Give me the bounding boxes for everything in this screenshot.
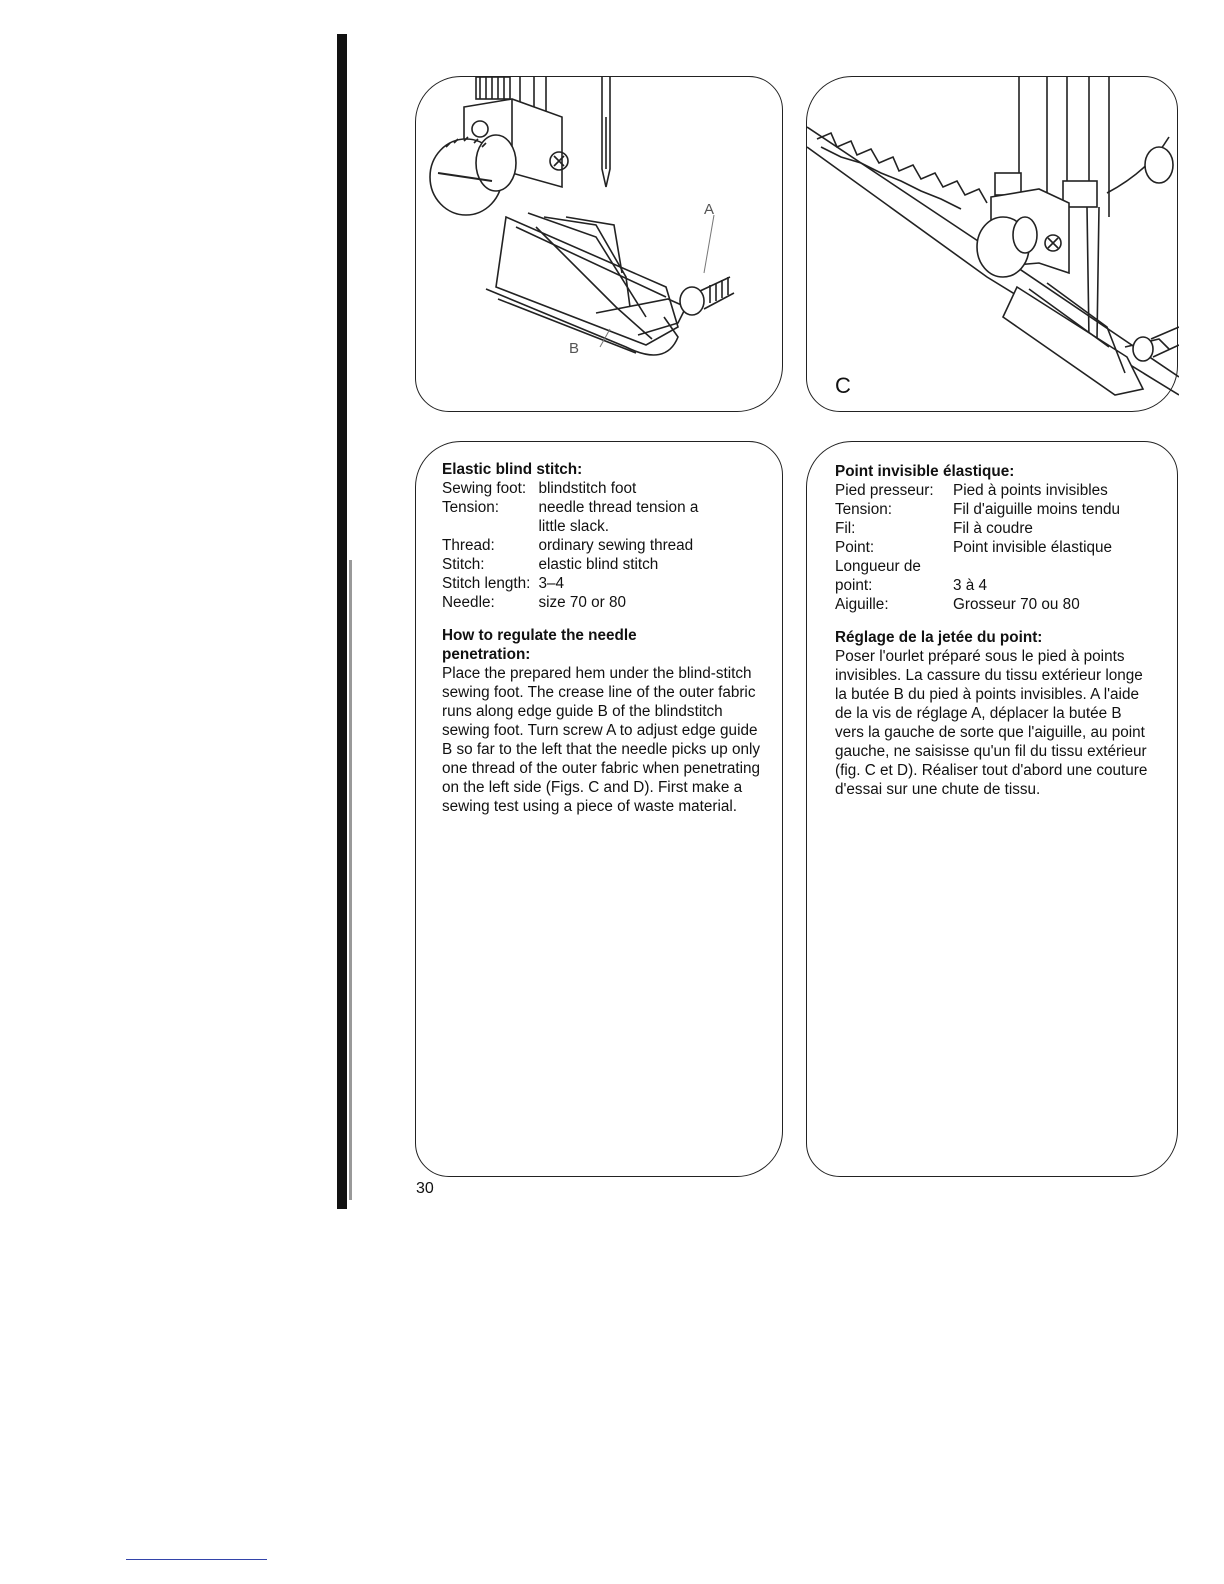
spec-value: elastic blind stitch	[538, 556, 659, 573]
binding-edge	[337, 34, 347, 1209]
binding-shadow	[349, 560, 352, 1200]
spec-key: Longueur de point:	[835, 558, 921, 594]
french-title: Point invisible élastique:	[835, 463, 1015, 480]
blindstitch-foot-illustration	[416, 77, 784, 413]
spec-key: Stitch:	[442, 556, 485, 573]
page-number: 30	[416, 1180, 434, 1197]
fabric-stitching-illustration	[807, 77, 1179, 413]
spec-value: Grosseur 70 ou 80	[953, 596, 1080, 613]
spec-row	[442, 536, 728, 555]
spec-value: needle thread tension a little slack.	[538, 499, 699, 535]
spec-value: size 70 or 80	[538, 594, 627, 611]
spec-key: Thread:	[442, 537, 495, 554]
spec-row	[835, 481, 1120, 500]
spec-value: Pied à points invisibles	[953, 482, 1108, 499]
footer-rule	[126, 1559, 267, 1560]
spec-row	[442, 479, 728, 498]
spec-row	[835, 519, 1120, 538]
spec-row	[442, 593, 728, 612]
spec-key: Fil:	[835, 520, 856, 537]
spec-key: Point:	[835, 539, 875, 556]
spec-value: ordinary sewing thread	[538, 537, 694, 554]
spec-row	[442, 574, 728, 593]
spec-key: Stitch length:	[442, 575, 531, 592]
figure-c-label: C	[835, 373, 851, 398]
spec-key: Tension:	[442, 499, 499, 516]
spec-row	[835, 595, 1120, 614]
spec-key: Needle:	[442, 594, 495, 611]
figure-blindstitch-foot	[415, 76, 783, 412]
spec-key: Tension:	[835, 501, 892, 518]
english-instructions	[415, 441, 783, 1177]
spec-value: Fil à coudre	[953, 520, 1033, 537]
spec-row	[442, 498, 728, 536]
spec-row	[835, 500, 1120, 519]
spec-key: Sewing foot:	[442, 480, 527, 497]
french-subtitle: Réglage de la jetée du point:	[835, 629, 1043, 646]
spec-value: 3 à 4	[953, 577, 988, 594]
spec-row	[835, 538, 1120, 557]
label-a: A	[704, 201, 715, 218]
figure-c	[806, 76, 1178, 412]
spec-value: blindstitch foot	[538, 480, 637, 497]
french-instructions	[806, 441, 1178, 1177]
label-b: B	[569, 340, 580, 357]
spec-value: Point invisible élastique	[953, 539, 1113, 556]
spec-key: Pied presseur:	[835, 482, 934, 499]
spec-row	[835, 557, 1120, 595]
spec-key: Aiguille:	[835, 596, 889, 613]
spec-value: Fil d'aiguille moins tendu	[953, 501, 1121, 518]
english-specs	[442, 479, 728, 612]
french-specs	[835, 481, 1120, 614]
english-subtitle: How to regulate the needle penetration:	[442, 627, 637, 663]
english-title: Elastic blind stitch:	[442, 461, 583, 478]
french-body: Poser l'ourlet préparé sous le pied à points invisibles. La cassure du tissu extérieur longe la butée B du pied à points invisibles. A l'aide de la vis de réglage A, déplacer la butée B vers la gauche de sorte que l'aiguille, au point gauche, ne saisisse qu'un fil du tissu extérieur (fig. C et D). Réaliser tout d'abord une couture d'essai sur une chute de tissu.	[835, 648, 1148, 798]
english-body: Place the prepared hem under the blind-stitch sewing foot. The crease line of the outer fabric runs along edge guide B of the blindstitch sewing foot. Turn screw A to adjust edge guide B so far to the left that the needle picks up only one thread of the outer fabric when penetrating on the left side (Figs. C and D). First make a sewing test using a piece of waste material.	[442, 665, 761, 815]
spec-value: 3–4	[538, 575, 564, 592]
spec-row	[442, 555, 728, 574]
